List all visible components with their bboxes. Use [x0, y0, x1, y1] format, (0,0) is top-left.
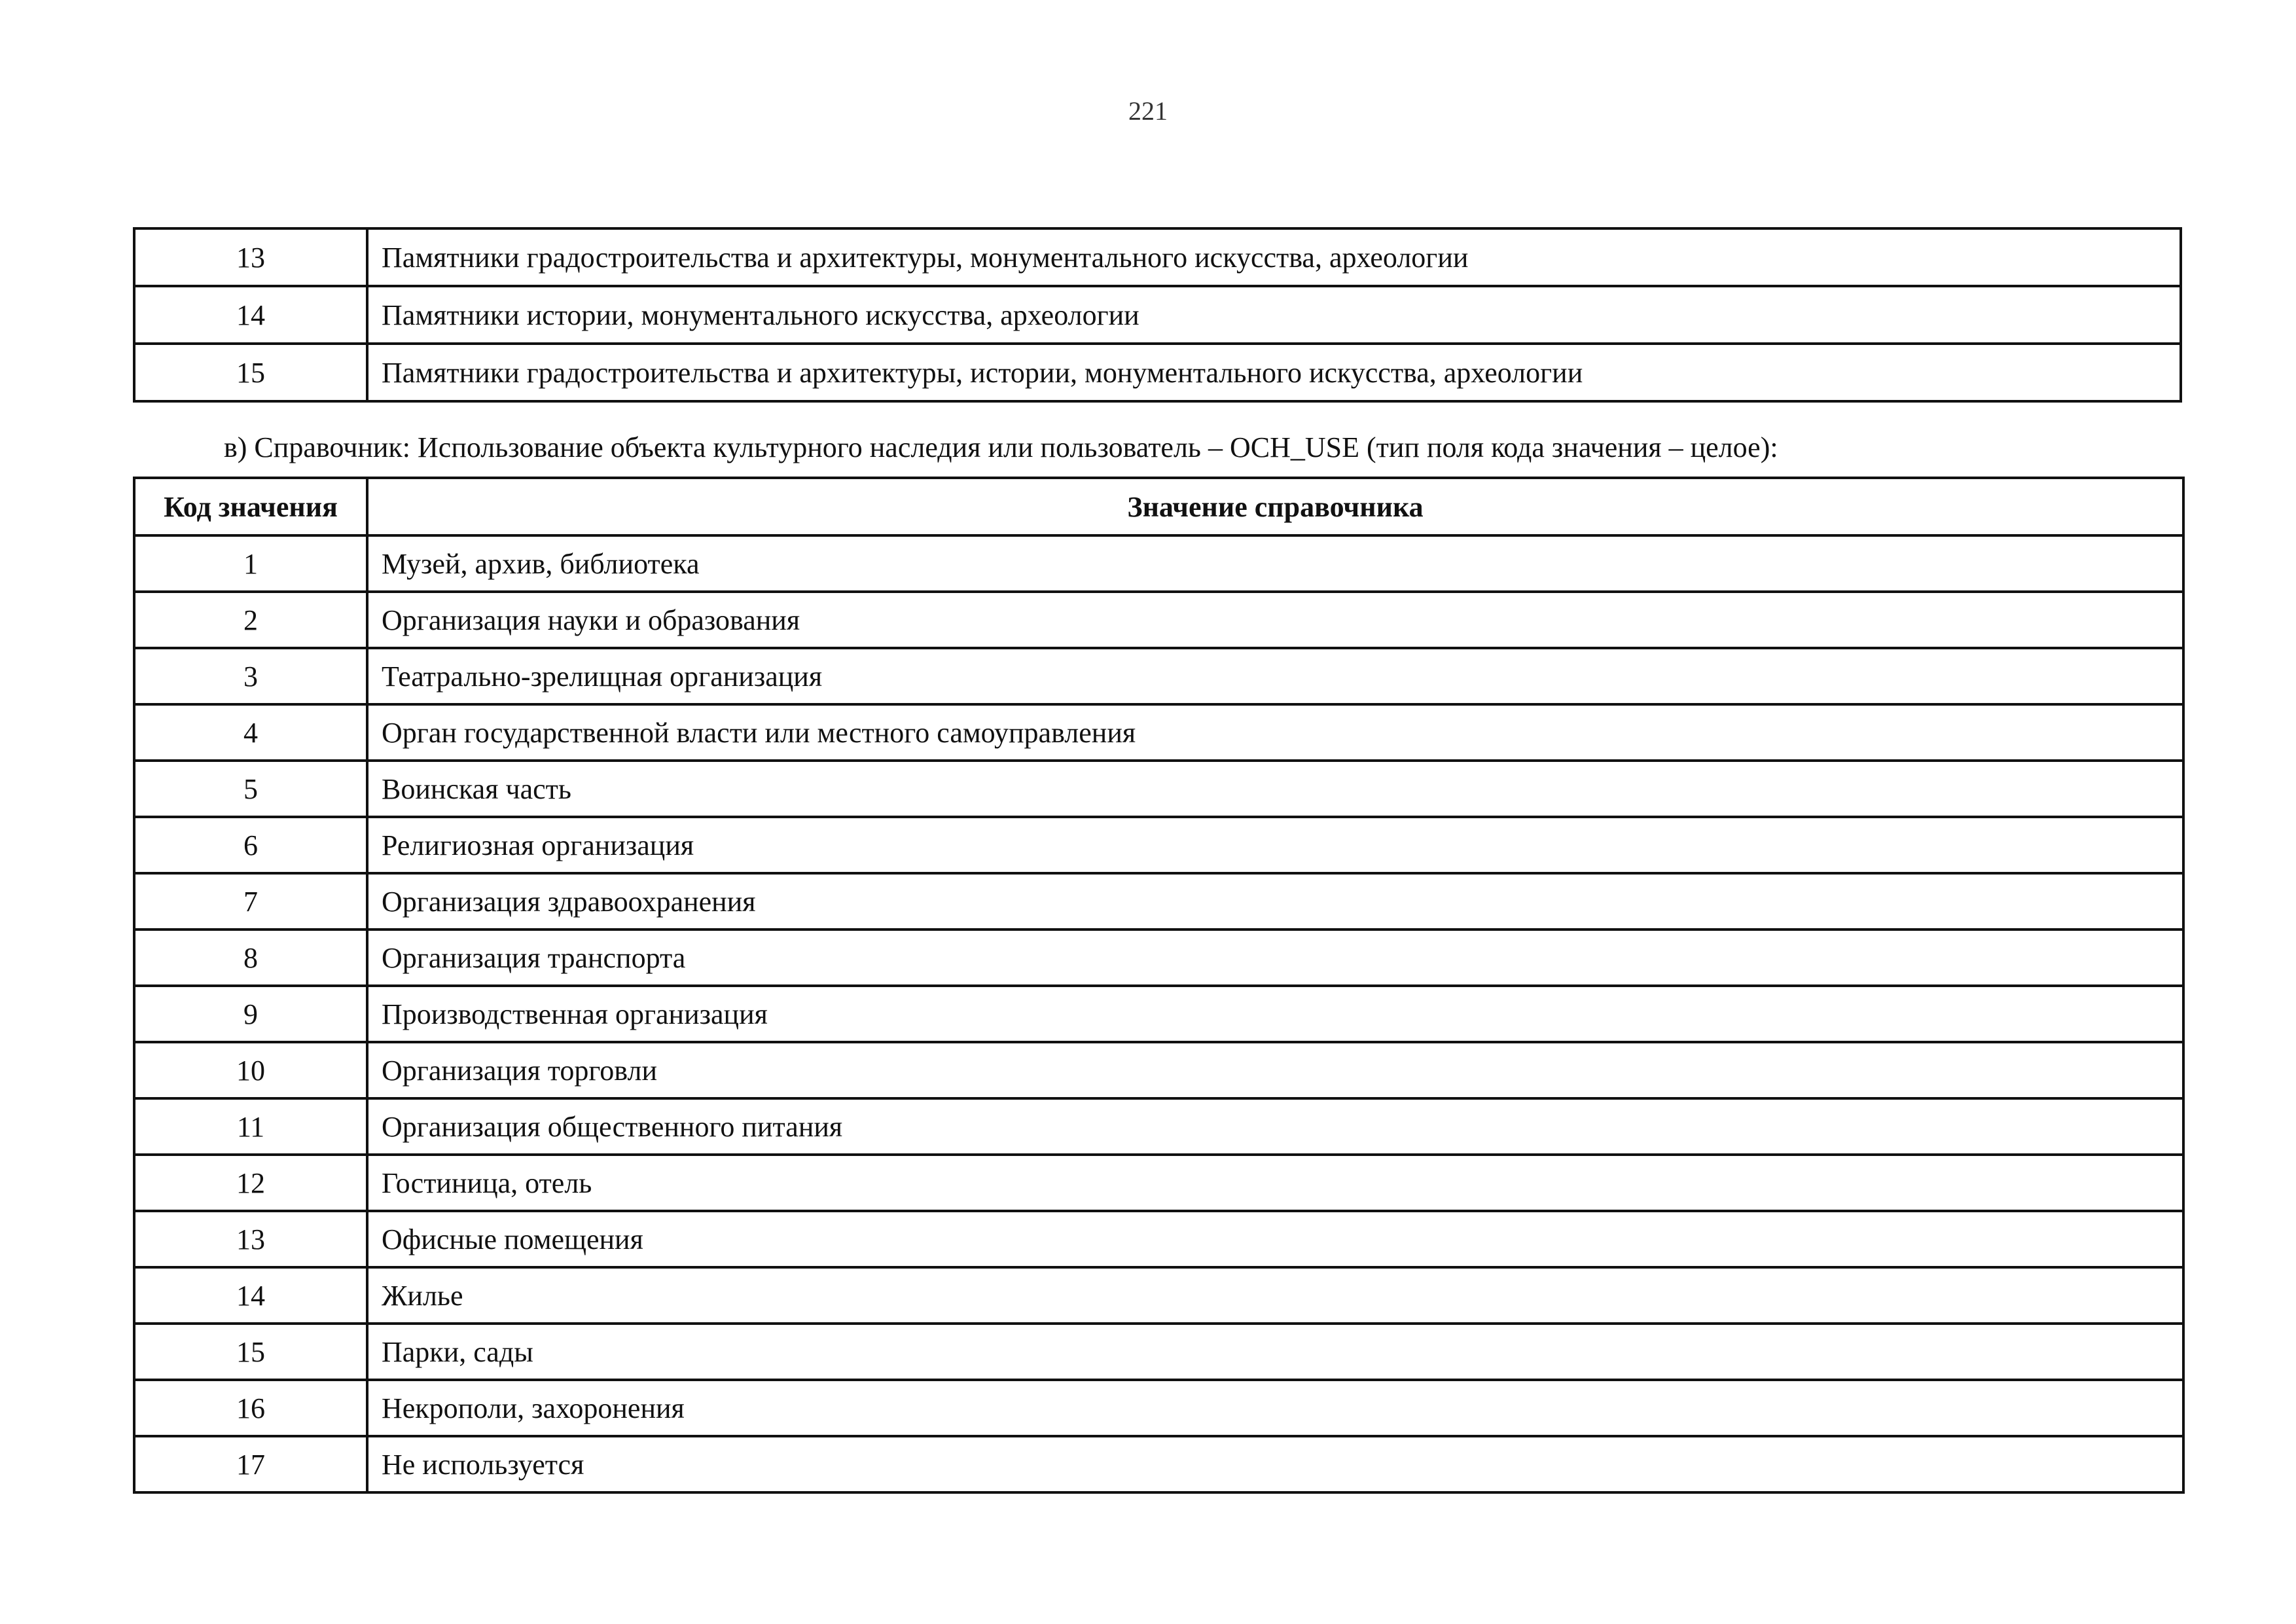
code-cell: 7 [134, 873, 367, 929]
value-column-header: Значение справочника [367, 478, 2183, 535]
code-cell: 6 [134, 817, 367, 873]
code-cell: 14 [134, 1267, 367, 1324]
table-row [134, 344, 2181, 401]
value-cell: Некрополи, захоронения [367, 1380, 2183, 1436]
page-number: 221 [1128, 96, 1168, 126]
table-row [134, 1098, 2183, 1155]
code-cell: 12 [134, 1155, 367, 1211]
value-cell: Производственная организация [367, 986, 2183, 1042]
value-cell: Организация науки и образования [367, 592, 2183, 648]
table-row [134, 1267, 2183, 1324]
value-cell: Жилье [367, 1267, 2183, 1324]
code-cell: 17 [134, 1436, 367, 1492]
table-row [134, 535, 2183, 592]
value-cell: Музей, архив, библиотека [367, 535, 2183, 592]
table-row [134, 986, 2183, 1042]
value-cell: Религиозная организация [367, 817, 2183, 873]
value-cell: Парки, сады [367, 1324, 2183, 1380]
value-cell: Организация торговли [367, 1042, 2183, 1098]
table-row [134, 1436, 2183, 1492]
table-row [134, 592, 2183, 648]
table-header-row [134, 478, 2183, 535]
code-cell: 11 [134, 1098, 367, 1155]
code-cell: 1 [134, 535, 367, 592]
value-cell: Памятники градостроительства и архитектуры, истории, монументального искусства, археологии [367, 344, 2181, 401]
code-cell: 16 [134, 1380, 367, 1436]
value-cell: Памятники градостроительства и архитектуры, монументального искусства, археологии [367, 228, 2181, 286]
code-cell: 13 [134, 1211, 367, 1267]
table-row [134, 1042, 2183, 1098]
table-row [134, 1211, 2183, 1267]
table-row [134, 929, 2183, 986]
code-cell: 10 [134, 1042, 367, 1098]
section-caption: в) Справочник: Использование объекта культурного наследия или пользователь – OCH_USE (тип поля кода значения – целое): [224, 431, 1778, 463]
table-row [134, 648, 2183, 704]
code-cell: 8 [134, 929, 367, 986]
table-row [134, 873, 2183, 929]
code-cell: 13 [134, 228, 367, 286]
code-cell: 4 [134, 704, 367, 761]
table-row [134, 761, 2183, 817]
code-column-header: Код значения [134, 478, 367, 535]
value-cell: Орган государственной власти или местного самоуправления [367, 704, 2183, 761]
table-row [134, 1324, 2183, 1380]
code-cell: 2 [134, 592, 367, 648]
value-cell: Организация общественного питания [367, 1098, 2183, 1155]
table-row [134, 704, 2183, 761]
value-cell: Организация здравоохранения [367, 873, 2183, 929]
table-row [134, 1155, 2183, 1211]
value-cell: Воинская часть [367, 761, 2183, 817]
och-use-reference-table [133, 477, 2185, 1494]
value-cell: Театрально-зрелищная организация [367, 648, 2183, 704]
value-cell: Гостиница, отель [367, 1155, 2183, 1211]
table-row [134, 228, 2181, 286]
continued-reference-table [133, 227, 2182, 403]
code-cell: 9 [134, 986, 367, 1042]
value-cell: Офисные помещения [367, 1211, 2183, 1267]
table-row [134, 1380, 2183, 1436]
code-cell: 15 [134, 1324, 367, 1380]
code-cell: 5 [134, 761, 367, 817]
value-cell: Организация транспорта [367, 929, 2183, 986]
value-cell: Не используется [367, 1436, 2183, 1492]
code-cell: 3 [134, 648, 367, 704]
value-cell: Памятники истории, монументального искусства, археологии [367, 286, 2181, 344]
code-cell: 15 [134, 344, 367, 401]
code-cell: 14 [134, 286, 367, 344]
table-row [134, 817, 2183, 873]
table-row [134, 286, 2181, 344]
